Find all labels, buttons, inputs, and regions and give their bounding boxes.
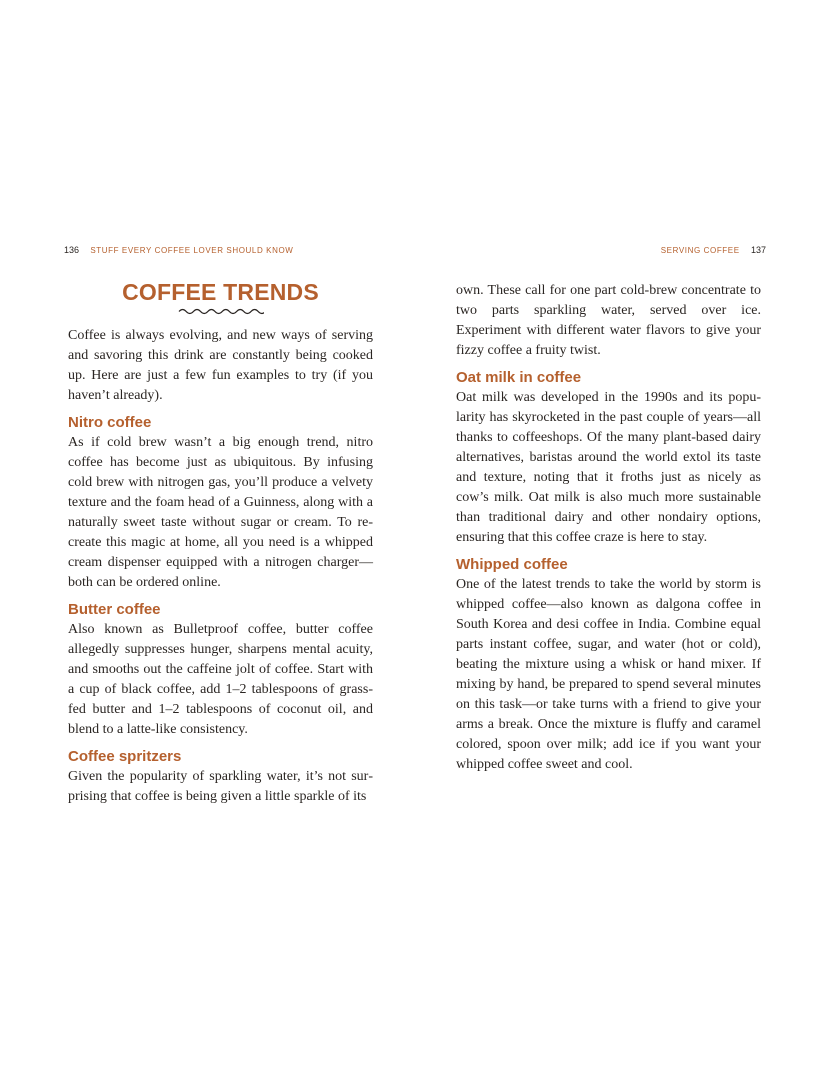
- page-number-left: 136: [64, 245, 80, 255]
- section-body-butter: Also known as Bulletproof coffee, butter coffee allegedly suppresses hunger, sharpens mental acuity, and smooths out the caffeine jolt of coffee. Start with a cup of black coffee, add 1–2 tablespoons of grass-fed butter and 1–2 tablespoons of coconut oil, and blend to a latte-like consistency.: [68, 622, 373, 737]
- section-heading-nitro: Nitro coffee: [68, 414, 152, 431]
- section-body-whipped: One of the latest trends to take the world by storm is whipped coffee—also known as dalgona coffee in South Korea and desi coffee in India. Combine equal parts instant coffee, sugar, and water (hot or cold), beating the mixture using a whisk or hand mixer. If mixing by hand, be prepared to spend several minutes on this task—or take turns with a friend to give your arms a break. Once the mixture is fluffy and caramel colored, spoon over milk; add ice if you want your whipped coffee sweet and cool.: [456, 577, 761, 772]
- running-head-left: [64, 245, 293, 255]
- section-heading-spritzers: Coffee spritzers: [68, 748, 182, 765]
- intro-paragraph: Coffee is always evolving, and new ways of serving and savoring this drink are constantly being cooked up. Here are just a few fun examples to try (if you haven’t already).: [68, 328, 373, 403]
- section-body-spritzers: Given the popularity of sparkling water, it’s not surprising that coffee is being given a little sparkle of its: [68, 769, 373, 804]
- page-title: COFFEE TRENDS: [122, 279, 319, 305]
- section-heading-whipped: Whipped coffee: [456, 556, 568, 573]
- section-heading-butter: Butter coffee: [68, 601, 161, 618]
- squiggle-ornament: [178, 307, 264, 316]
- right-page-column: [456, 281, 761, 775]
- page-number-right: 137: [750, 245, 766, 255]
- chapter-title: SERVING COFFEE: [660, 246, 740, 255]
- section-body-nitro: As if cold brew wasn’t a big enough trend, nitro coffee has become just as ubiquitous. By infusing cold brew with nitrogen gas, you’ll produce a velvety texture and the foam head of a Guinness, along with a naturally sweet taste without sugar or cream. To re-create this magic at home, all you need is a whipped cream dispenser equipped with a nitrogen charger—both can be ordered online.: [68, 435, 373, 590]
- section-heading-oat-milk: Oat milk in coffee: [456, 369, 582, 386]
- running-head-right: [661, 245, 766, 255]
- section-body-oat-milk: Oat milk was developed in the 1990s and its popularity has skyrocketed in the past couple of years—all thanks to coffeeshops. Of the many plant-based dairy alternatives, baristas around the world extol its taste and texture, noting that it froths just as nicely as cow’s milk. Oat milk is also much more sustainable than traditional dairy and other nondairy options, ensuring that this coffee craze is here to stay.: [456, 390, 761, 545]
- left-page-column: [68, 281, 373, 807]
- book-title: STUFF EVERY COFFEE LOVER SHOULD KNOW: [90, 246, 294, 255]
- continuation-paragraph: own. These call for one part cold-brew concentrate to two parts sparkling water, served over ice. Experiment with different water flavors to give your fizzy coffee a fruity twist.: [456, 283, 761, 358]
